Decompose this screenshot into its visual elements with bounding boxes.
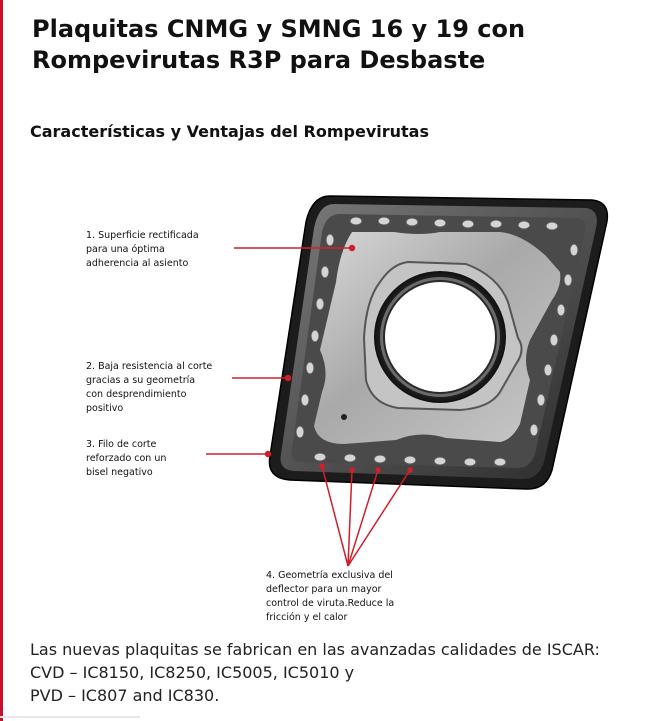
footer-text xyxy=(30,638,640,707)
callout-3: 3. Filo de corte reforzado con un bisel negativo xyxy=(86,439,167,478)
leader-dot-1 xyxy=(350,246,355,251)
callout-4: 4. Geometría exclusiva del deflector para un mayor control de viruta.Reduce la fricción y el calor xyxy=(266,570,395,623)
footer-line-2: CVD – IC8150, IC8250, IC5005, IC5010 y xyxy=(30,663,355,682)
bottom-divider xyxy=(0,716,140,718)
insert-dot-mark xyxy=(341,414,347,420)
title-line-1: Plaquitas CNMG y SMNG 16 y 19 con xyxy=(32,15,526,43)
section-subtitle: Características y Ventajas del Rompevirutas xyxy=(30,122,429,141)
callout-2: 2. Baja resistencia al corte gracias a su geometría con desprendimiento positivo xyxy=(86,361,213,414)
leader-dot-3 xyxy=(266,452,271,457)
callout-1: 1. Superficie rectificada para una óptima adherencia al asiento xyxy=(86,230,199,269)
cutting-insert xyxy=(269,196,607,489)
footer-line-3: PVD – IC807 and IC830. xyxy=(30,686,220,705)
leader-line-4d xyxy=(348,470,410,566)
title-line-2: Rompevirutas R3P para Desbaste xyxy=(32,46,486,74)
leader-line-4c xyxy=(348,470,378,566)
leader-line-4b xyxy=(348,470,352,566)
footer-line-1: Las nuevas plaquitas se fabrican en las avanzadas calidades de ISCAR: xyxy=(30,640,600,659)
leader-dot-2 xyxy=(286,376,291,381)
center-hole xyxy=(384,281,496,393)
